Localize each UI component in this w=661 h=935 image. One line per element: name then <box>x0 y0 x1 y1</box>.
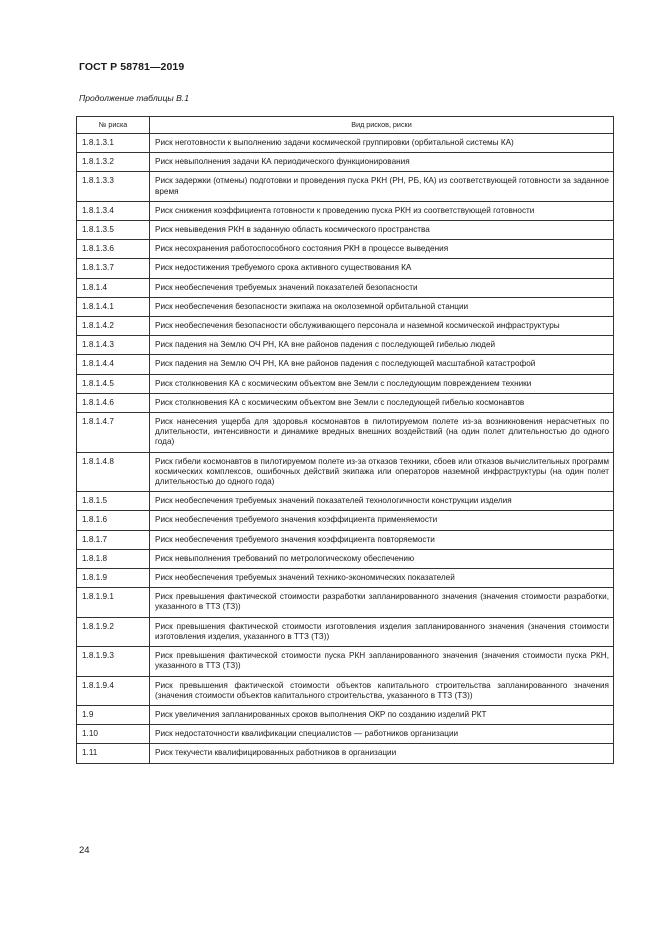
table-row <box>77 588 614 617</box>
risk-code: 1.8.1.4 <box>77 278 150 297</box>
risk-code: 1.8.1.6 <box>77 511 150 530</box>
table-row <box>77 134 614 153</box>
risk-code: 1.8.1.4.4 <box>77 355 150 374</box>
table-row <box>77 705 614 724</box>
table-row <box>77 336 614 355</box>
risk-code: 1.8.1.4.6 <box>77 393 150 412</box>
risk-description: Риск необеспечения требуемых значений показателей технологичности конструкции изделия <box>150 492 614 511</box>
risk-description: Риск необеспечения требуемого значения коэффициента применяемости <box>150 511 614 530</box>
risk-description: Риск необеспечения безопасности экипажа на околоземной орбитальной станции <box>150 297 614 316</box>
table-row <box>77 153 614 172</box>
risk-code: 1.8.1.5 <box>77 492 150 511</box>
risk-description: Риск необеспечения требуемых значений технико-экономических показателей <box>150 569 614 588</box>
risk-code: 1.8.1.4.3 <box>77 336 150 355</box>
risk-description: Риск увеличения запланированных сроков выполнения ОКР по созданию изделий РКТ <box>150 705 614 724</box>
table-row <box>77 221 614 240</box>
risk-code: 1.8.1.9 <box>77 569 150 588</box>
risk-code: 1.8.1.4.1 <box>77 297 150 316</box>
risk-description: Риск недостижения требуемого срока активного существования КА <box>150 259 614 278</box>
table-row <box>77 647 614 676</box>
risk-code: 1.8.1.9.2 <box>77 617 150 646</box>
risk-description: Риск неготовности к выполнению задачи космической группировки (орбитальной системы КА) <box>150 134 614 153</box>
risk-code: 1.8.1.8 <box>77 549 150 568</box>
risk-description: Риск необеспечения безопасности обслуживающего персонала и наземной космической инфраструктуры <box>150 317 614 336</box>
risk-description: Риск невыполнения задачи КА периодического функционирования <box>150 153 614 172</box>
table-row <box>77 492 614 511</box>
table-row <box>77 240 614 259</box>
risk-description: Риск задержки (отмены) подготовки и проведения пуска РКН (РН, РБ, КА) из соответствующей готовности за заданное время <box>150 172 614 201</box>
risk-code: 1.10 <box>77 725 150 744</box>
risk-code: 1.8.1.3.4 <box>77 201 150 220</box>
table-row <box>77 317 614 336</box>
table-row <box>77 617 614 646</box>
table-row <box>77 549 614 568</box>
risk-description: Риск падения на Землю ОЧ РН, КА вне районов падения с последующей масштабной катастрофой <box>150 355 614 374</box>
risk-code: 1.8.1.4.2 <box>77 317 150 336</box>
table-row <box>77 393 614 412</box>
risk-description: Риск снижения коэффициента готовности к проведению пуска РКН из соответствующей готовности <box>150 201 614 220</box>
risk-code: 1.9 <box>77 705 150 724</box>
risk-code: 1.8.1.4.8 <box>77 452 150 492</box>
risk-description: Риск превышения фактической стоимости пуска РКН запланированного значения (значения стоимости пуска РКН, указанного в ТТЗ (ТЗ)) <box>150 647 614 676</box>
risk-code: 1.8.1.3.1 <box>77 134 150 153</box>
table-row <box>77 201 614 220</box>
table-row <box>77 452 614 492</box>
risk-description: Риск невыполнения требований по метрологическому обеспечению <box>150 549 614 568</box>
table-row <box>77 530 614 549</box>
table-header <box>77 117 614 134</box>
risk-code: 1.8.1.9.4 <box>77 676 150 705</box>
table-row <box>77 374 614 393</box>
risk-code: 1.8.1.3.3 <box>77 172 150 201</box>
risk-description: Риск столкновения КА с космическим объектом вне Земли с последующей гибелью космонавтов <box>150 393 614 412</box>
column-header-code: № риска <box>77 117 150 134</box>
risk-code: 1.8.1.4.5 <box>77 374 150 393</box>
table-row <box>77 413 614 453</box>
risk-code: 1.8.1.3.2 <box>77 153 150 172</box>
risk-description: Риск необеспечения требуемого значения коэффициента повторяемости <box>150 530 614 549</box>
risk-description: Риск гибели космонавтов в пилотируемом полете из-за отказов техники, сбоев или отказов вычислительных программ космических комплексов, ошибочных действий экипажа или операторов наземной инфраструктуры (на один полет длительностью до одного года) <box>150 452 614 492</box>
risk-code: 1.11 <box>77 744 150 763</box>
table-row <box>77 569 614 588</box>
table-row <box>77 744 614 763</box>
risk-table <box>76 116 614 764</box>
table-caption: Продолжение таблицы В.1 <box>79 93 189 103</box>
risk-description: Риск необеспечения требуемых значений показателей безопасности <box>150 278 614 297</box>
table-row <box>77 511 614 530</box>
risk-description: Риск текучести квалифицированных работников в организации <box>150 744 614 763</box>
table-body <box>77 134 614 764</box>
risk-description: Риск превышения фактической стоимости объектов капитального строительства запланированного значения (значения стоимости объектов капитального строительства, указанного в ТТЗ (ТЗ)) <box>150 676 614 705</box>
table-row <box>77 278 614 297</box>
risk-code: 1.8.1.3.7 <box>77 259 150 278</box>
risk-description: Риск недостаточности квалификации специалистов — работников организации <box>150 725 614 744</box>
risk-code: 1.8.1.9.1 <box>77 588 150 617</box>
risk-description: Риск нанесения ущерба для здоровья космонавтов в пилотируемом полете из-за возникновения нерасчетных по длительности, интенсивности и динамике вредных внешних воздействий (на один полет длительностью до одного года) <box>150 413 614 453</box>
risk-code: 1.8.1.7 <box>77 530 150 549</box>
table-row <box>77 676 614 705</box>
table-row <box>77 297 614 316</box>
table-row <box>77 259 614 278</box>
risk-code: 1.8.1.4.7 <box>77 413 150 453</box>
risk-description: Риск столкновения КА с космическим объектом вне Земли с последующим повреждением техники <box>150 374 614 393</box>
risk-code: 1.8.1.3.5 <box>77 221 150 240</box>
risk-code: 1.8.1.3.6 <box>77 240 150 259</box>
risk-description: Риск превышения фактической стоимости изготовления изделия запланированного значения (значения стоимости изготовления изделия, указанного в ТТЗ (ТЗ)) <box>150 617 614 646</box>
document-code: ГОСТ Р 58781—2019 <box>79 61 185 73</box>
risk-description: Риск падения на Землю ОЧ РН, КА вне районов падения с последующей гибелью людей <box>150 336 614 355</box>
table-row <box>77 725 614 744</box>
risk-description: Риск несохранения работоспособного состояния РКН в процессе выведения <box>150 240 614 259</box>
table-row <box>77 172 614 201</box>
risk-code: 1.8.1.9.3 <box>77 647 150 676</box>
table-row <box>77 355 614 374</box>
table-header-row <box>77 117 614 134</box>
risk-description: Риск превышения фактической стоимости разработки запланированного значения (значения стоимости разработки, указанного в ТТЗ (ТЗ)) <box>150 588 614 617</box>
risk-description: Риск невыведения РКН в заданную область космического пространства <box>150 221 614 240</box>
column-header-type: Вид рисков, риски <box>150 117 614 134</box>
page-number: 24 <box>79 845 90 856</box>
